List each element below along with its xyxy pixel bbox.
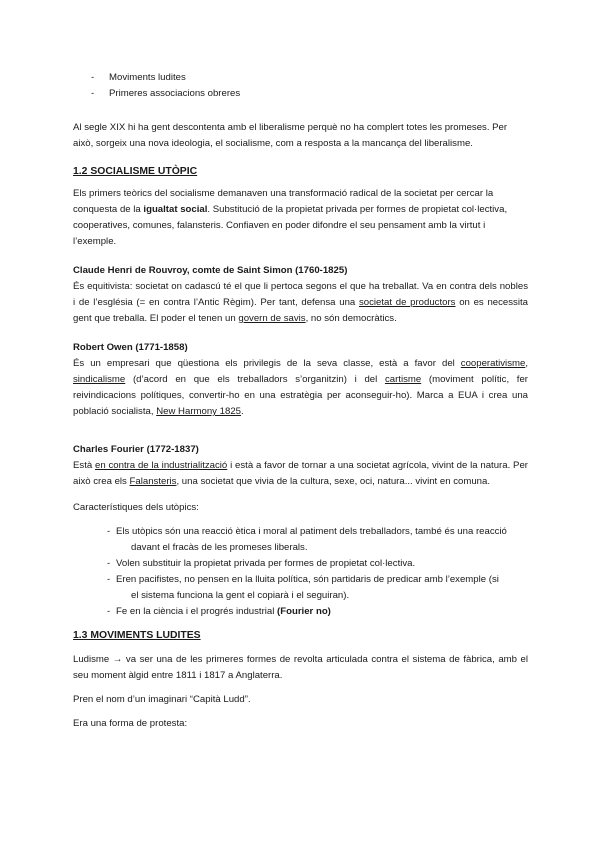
list-item: - Els utòpics són una reacció ètica i moral al patiment dels treballadors, també és una reacció davant el fracàs de les promeses liberals.	[107, 524, 528, 556]
socialisme-paragraph: Els primers teòrics del socialisme demanaven una transformació radical de la societat per cercar la conquesta de la igualtat social. Substitució de la propietat privada per formes de propietat col·lectiva, cooperatives, comunes, falansteris. Confiaven en poder difondre el seu pensament amb la virtut i l’exemple.	[73, 188, 508, 247]
fourier-title: Charles Fourier (1772-1837)	[73, 444, 199, 455]
owen-title: Robert Owen (1771-1858)	[73, 342, 188, 353]
saint-simon-title: Claude Henri de Rouvroy, comte de Saint Simon (1760-1825)	[73, 265, 348, 276]
list-item: - Moviments ludites	[91, 70, 528, 86]
list-item: - Volen substituir la propietat privada per formes de propietat col·lectiva.	[107, 556, 528, 572]
list-item: - Fe en la ciència i el progrés industrial (Fourier no)	[107, 604, 528, 620]
list-item: - Eren pacifistes, no pensen en la lluita política, són partidaris de predicar amb l’exemple (si el sistema funciona la gent el copiarà i el seguiran).	[107, 572, 528, 604]
pren-paragraph: Pren el nom d’un imaginari “Capità Ludd”.	[73, 694, 251, 705]
owen-block	[73, 340, 528, 420]
characteristics-title: Característiques dels utòpics:	[73, 502, 199, 513]
top-list	[91, 70, 528, 102]
fourier-text: Està en contra de la industrialització i està a favor de tornar a una societat agrícola, vivint de la natura. Per això crea els Falansteris, una societat que vivia de la cultura, sexe, oci, natura... vivint en comuna.	[73, 460, 528, 487]
saint-simon-block	[73, 263, 528, 327]
intro-paragraph: Al segle XIX hi ha gent descontenta amb el liberalisme perquè no ha complert totes les promeses. Per això, sorgeix una nova ideologia, el socialisme, com a resposta a la mancança del liberalisme.	[73, 122, 508, 149]
fourier-block	[73, 442, 528, 490]
ludisme-paragraph: Ludisme → va ser una de les primeres formes de revolta articulada contra el sistema de fàbrica, amb el seu moment àlgid entre 1811 i 1817 a Anglaterra.	[73, 654, 528, 681]
era-paragraph: Era una forma de protesta:	[73, 718, 188, 729]
saint-simon-text: És equitivista: societat on cadascú té el que li pertoca segons el que ha treballat. Va en contra dels nobles i de l’església (= en contra l’Antic Règim). Per tant, defensa una societat de productors on es necessita gent que treballa. El poder el tenen un govern de savis, no són democràtics.	[73, 281, 528, 324]
document-page	[73, 70, 528, 732]
list-item: - Primeres associacions obreres	[91, 86, 528, 102]
section-heading-socialisme-utopic: 1.2 SOCIALISME UTÒPIC	[73, 166, 198, 177]
owen-text: És un empresari que qüestiona els privilegis de la seva classe, està a favor del cooperativisme, sindicalisme (d’acord en que els treballadors s’organitzin) i del cartisme (moviment polític, fer reivindicacions polítiques, convertir-ho en una estratègia per aconseguir-ho). Marca a EUA i crea una població socialista, New Harmony 1825.	[73, 358, 529, 417]
characteristics-list	[107, 524, 528, 620]
section-heading-moviments-ludites: 1.3 MOVIMENTS LUDITES	[73, 630, 201, 641]
